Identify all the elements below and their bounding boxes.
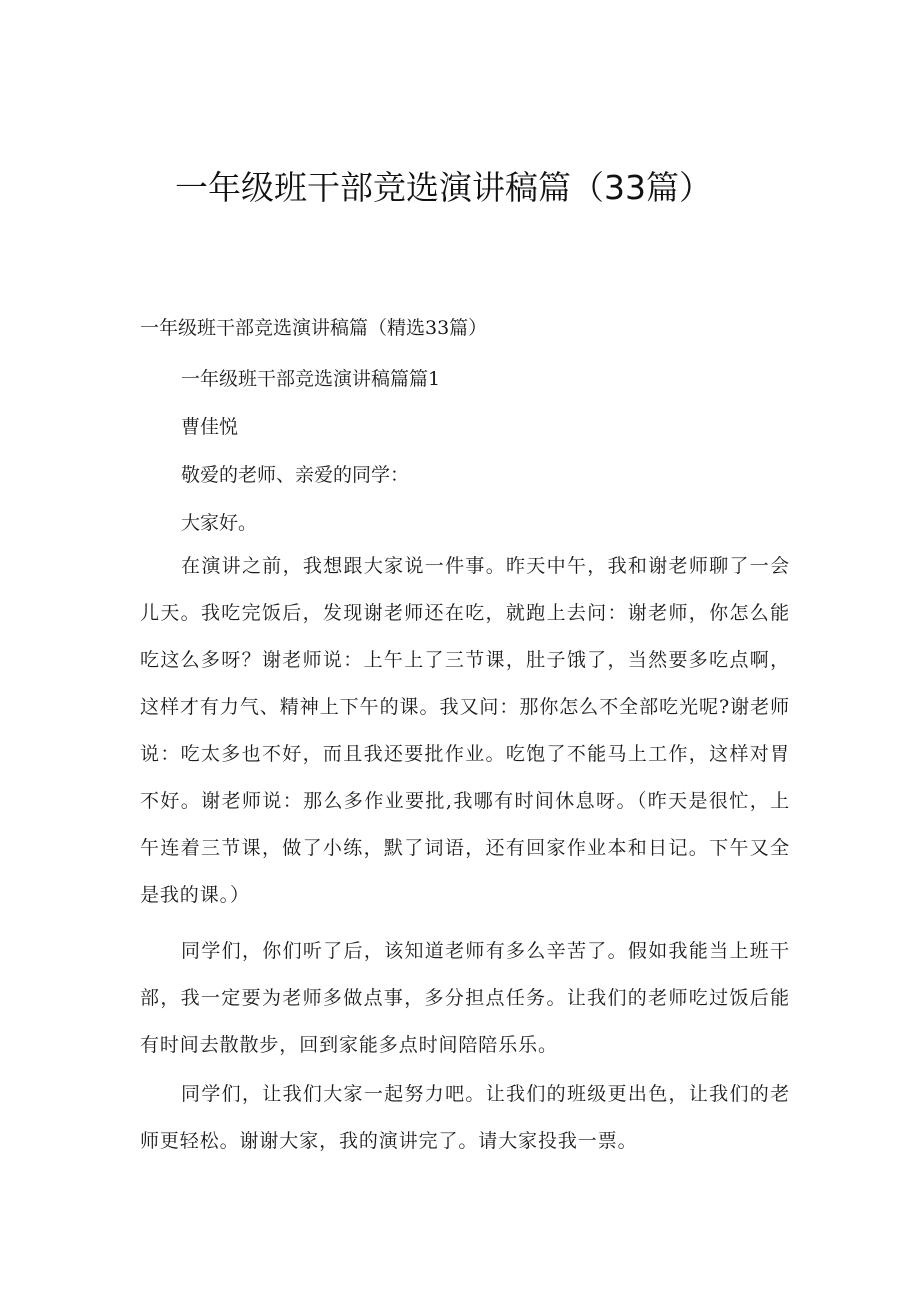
paragraph: 同学们，让我们大家一起努力吧。让我们的班级更出色，让我们的老师更轻松。谢谢大家，我的演讲完了。请大家投我一票。 [140,1083,790,1152]
section-heading: 一年级班干部竞选演讲稿篇篇1 [181,368,441,390]
salutation: 敬爱的老师、亲爱的同学： [181,464,410,486]
author-name: 曹佳悦 [181,416,239,438]
document-subtitle: 一年级班干部竞选演讲稿篇（精选33篇） [140,317,488,339]
paragraph: 同学们，你们听了后，该知道老师有多么辛苦了。假如我能当上班干部，我一定要为老师多做点事，多分担点任务。让我们的老师吃过饭后能有时间去散散步，回到家能多点时间陪陪乐乐。 [140,940,790,1056]
paragraph: 在演讲之前，我想跟大家说一件事。昨天中午，我和谢老师聊了一会儿天。我吃完饭后，发现谢老师还在吃，就跑上去问：谢老师，你怎么能吃这么多呀？谢老师说：上午上了三节课，肚子饿了，当然要多吃点啊，这样才有力气、精神上下午的课。我又问：那你怎么不全部吃光呢?谢老师说：吃太多也不好，而且我还要批作业。吃饱了不能马上工作，这样对胃不好。谢老师说：那么多作业要批,我哪有时间休息呀。（昨天是很忙，上午连着三节课，做了小练，默了词语，还有回家作业本和日记。下午又全是我的课。） [140,555,790,906]
document-title: 一年级班干部竞选演讲稿篇（33篇） [175,168,712,207]
greeting: 大家好。 [181,512,258,534]
